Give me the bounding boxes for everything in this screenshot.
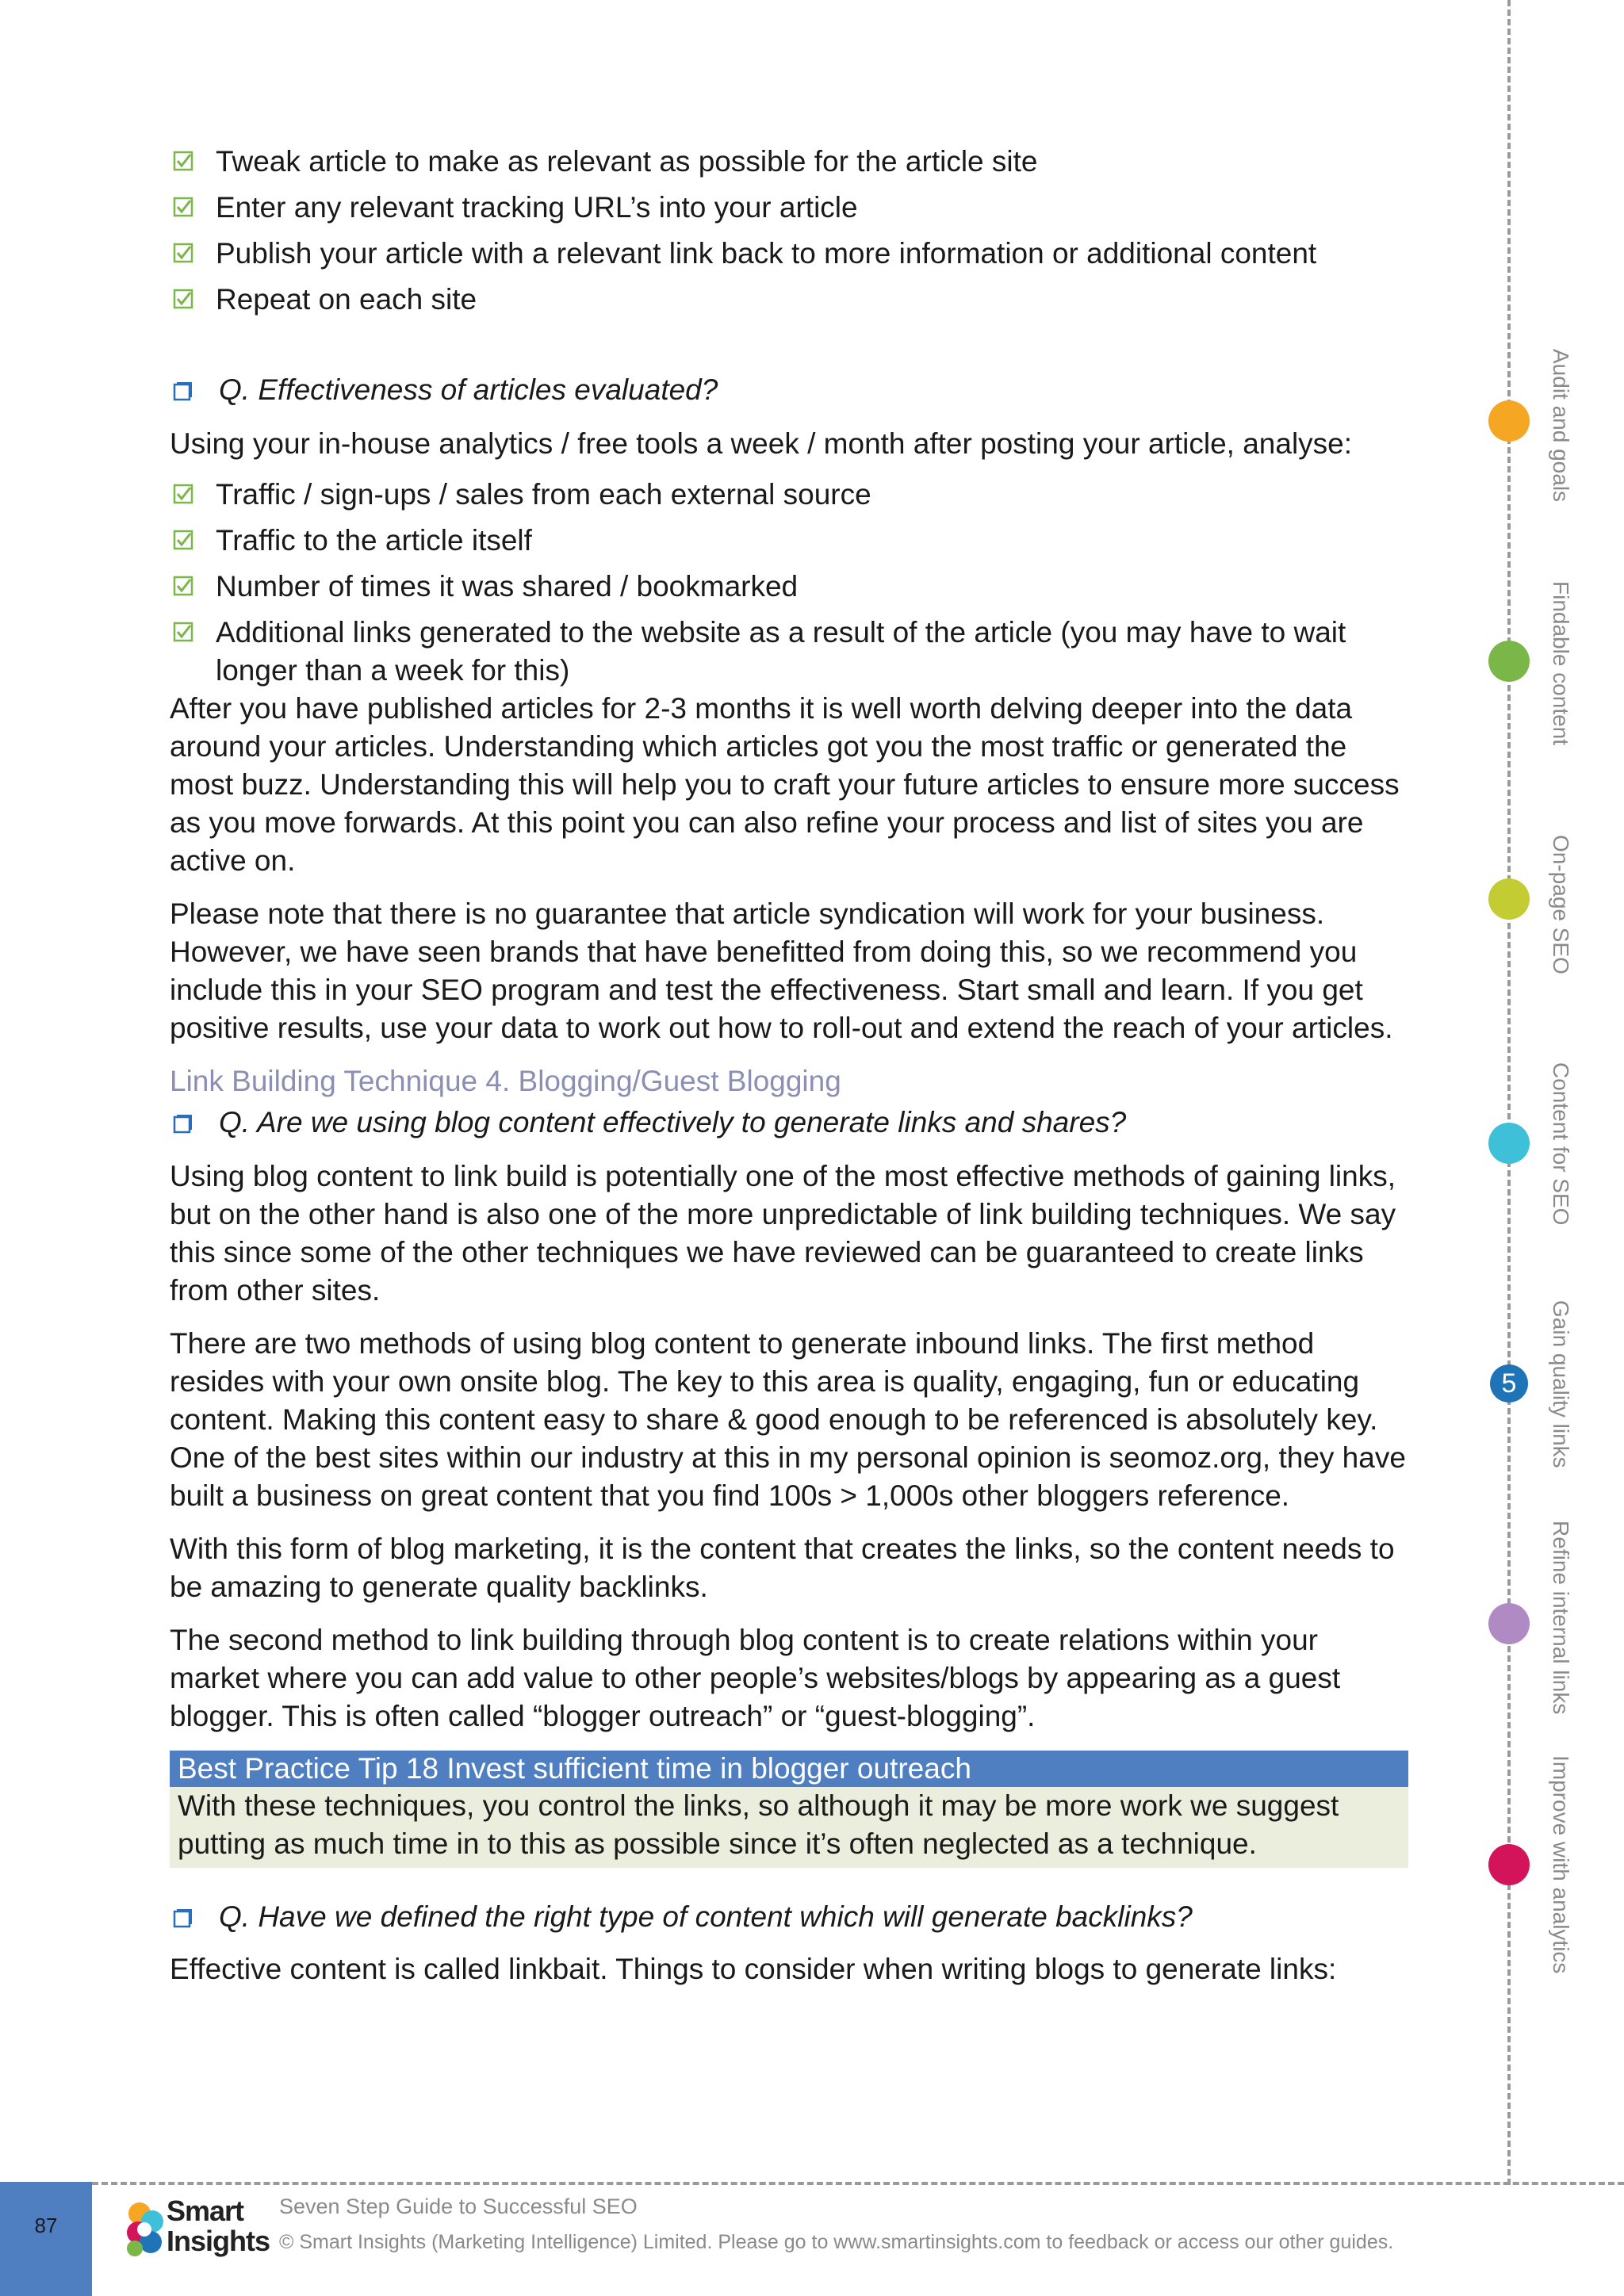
step-dot-onpage[interactable] bbox=[1488, 878, 1530, 920]
list-item bbox=[170, 614, 1408, 690]
checkbox-checked-icon bbox=[173, 576, 193, 596]
list-item-text: Enter any relevant tracking URL’s into your article bbox=[216, 191, 858, 224]
checkbox-checked-icon bbox=[173, 289, 193, 309]
question-blog-content bbox=[170, 1104, 1408, 1142]
footer-dashed-line bbox=[92, 2182, 1624, 2185]
list-item-text: Repeat on each site bbox=[216, 283, 477, 316]
question-content-type bbox=[170, 1898, 1408, 1936]
checkbox-checked-icon bbox=[173, 151, 193, 171]
question-box-icon bbox=[173, 1908, 193, 1928]
logo-text-line-1: Smart bbox=[167, 2195, 244, 2227]
question-text: Q. Are we using blog content effectively to generate links and shares? bbox=[219, 1106, 1127, 1138]
list-item-text: Number of times it was shared / bookmarked bbox=[216, 570, 799, 603]
question-box-icon bbox=[173, 381, 193, 401]
step-label-analytics[interactable]: Improve with analytics bbox=[1549, 1755, 1573, 1974]
step-dot-gain-links-active[interactable]: 5 bbox=[1490, 1364, 1528, 1402]
paragraph-linkbait: Effective content is called linkbait. Things to consider when writing blogs to generate links: bbox=[170, 1953, 1337, 1985]
paragraph-no-guarantee: Please note that there is no guarantee that article syndication will work for your business. However, we have seen brands that have benefitted from doing this, so we recommend you include this in your SEO program and test the effectiveness. Start small and learn. If you get positive results, use your data to work out how to roll-out and extend the reach of your articles. bbox=[170, 897, 1393, 1044]
list-item-text: Additional links generated to the website as a result of the article (you may have to wait longer than a week for this) bbox=[216, 616, 1346, 687]
step-label-content[interactable]: Content for SEO bbox=[1549, 1062, 1573, 1226]
list-item bbox=[170, 281, 1408, 319]
question-articles-evaluated bbox=[170, 371, 1408, 409]
checklist-publishing bbox=[170, 143, 1408, 319]
checkbox-checked-icon bbox=[173, 622, 193, 642]
list-item bbox=[170, 235, 1408, 273]
footer-copyright: © Smart Insights (Marketing Intelligence) Limited. Please go to www.smartinsights.com to feedback or access our other guides. bbox=[279, 2231, 1394, 2253]
list-item-text: Publish your article with a relevant link back to more information or additional content bbox=[216, 237, 1317, 270]
checkbox-checked-icon bbox=[173, 243, 193, 263]
step-label-internal-links[interactable]: Refine internal links bbox=[1549, 1521, 1573, 1715]
question-text: Q. Have we defined the right type of content which will generate backlinks? bbox=[219, 1900, 1193, 1933]
intro-paragraph: Using your in-house analytics / free tools a week / month after posting your article, analyse: bbox=[170, 427, 1353, 460]
tip-body: With these techniques, you control the links, so although it may be more work we suggest putting as much time in to this as possible since it’s often neglected as a technique. bbox=[170, 1787, 1408, 1868]
step-label-gain-links[interactable]: Gain quality links bbox=[1549, 1300, 1573, 1468]
list-item bbox=[170, 568, 1408, 606]
question-text: Q. Effectiveness of articles evaluated? bbox=[219, 373, 718, 406]
list-item-text: Traffic to the article itself bbox=[216, 524, 532, 557]
list-item bbox=[170, 143, 1408, 181]
page-body bbox=[170, 143, 1408, 2003]
list-item bbox=[170, 476, 1408, 514]
tip-header: Best Practice Tip 18 Invest sufficient time in blogger outreach bbox=[170, 1751, 1408, 1787]
checkbox-checked-icon bbox=[173, 197, 193, 217]
paragraph-blog-link-build: Using blog content to link build is potentially one of the most effective methods of gaining links, but on the other hand is also one of the more unpredictable of link building techniques. We say this since some of the other techniques we have reviewed can be guaranteed to create links from other sites. bbox=[170, 1160, 1396, 1307]
step-dot-internal-links[interactable] bbox=[1488, 1603, 1530, 1644]
step-label-findable[interactable]: Findable content bbox=[1549, 581, 1573, 746]
side-step-nav bbox=[1475, 0, 1624, 2185]
logo-text-line-2: Insights bbox=[167, 2225, 270, 2257]
paragraph-deeper-data: After you have published articles for 2-3 months it is well worth delving deeper into the data around your articles. Understanding which articles got you the most traffic or generated the most buzz. Understanding this will help you to craft your future articles to ensure more success as you move forwards. At this point you can also refine your process and list of sites you are active on. bbox=[170, 692, 1400, 877]
paragraph-blog-marketing: With this form of blog marketing, it is the content that creates the links, so the content needs to be amazing to generate quality backlinks. bbox=[170, 1533, 1395, 1603]
logo-text bbox=[167, 2196, 270, 2256]
list-item-text: Traffic / sign-ups / sales from each external source bbox=[216, 478, 871, 511]
checkbox-checked-icon bbox=[173, 484, 193, 504]
page-number: 87 bbox=[0, 2182, 92, 2296]
list-item bbox=[170, 189, 1408, 227]
footer-title: Seven Step Guide to Successful SEO bbox=[279, 2195, 638, 2218]
checkbox-checked-icon bbox=[173, 530, 193, 550]
step-dot-audit[interactable] bbox=[1488, 400, 1530, 442]
paragraph-two-methods: There are two methods of using blog content to generate inbound links. The first method resides with your own onsite blog. The key to this area is quality, engaging, fun or educating content. Making this content easy to share & good enough to be referenced is absolutely key. One of the best sites within our industry at this in my personal opinion is seomoz.org, they have built a business on great content that you find 100s > 1,000s other bloggers reference. bbox=[170, 1327, 1406, 1512]
step-dot-findable[interactable] bbox=[1488, 641, 1530, 682]
best-practice-tip bbox=[170, 1751, 1408, 1868]
section-heading: Link Building Technique 4. Blogging/Guest Blogging bbox=[170, 1065, 841, 1097]
step-label-onpage[interactable]: On-page SEO bbox=[1549, 835, 1573, 974]
paragraph-second-method: The second method to link building through blog content is to create relations within your market where you can add value to other people’s websites/blogs by appearing as a guest blogger. This is often called “blogger outreach” or “guest-blogging”. bbox=[170, 1624, 1341, 1732]
checklist-analyse bbox=[170, 476, 1408, 690]
step-dot-analytics[interactable] bbox=[1488, 1844, 1530, 1885]
step-dot-content[interactable] bbox=[1488, 1123, 1530, 1164]
question-box-icon bbox=[173, 1113, 193, 1134]
step-label-audit[interactable]: Audit and goals bbox=[1549, 349, 1573, 503]
list-item-text: Tweak article to make as relevant as possible for the article site bbox=[216, 145, 1038, 178]
list-item bbox=[170, 522, 1408, 560]
